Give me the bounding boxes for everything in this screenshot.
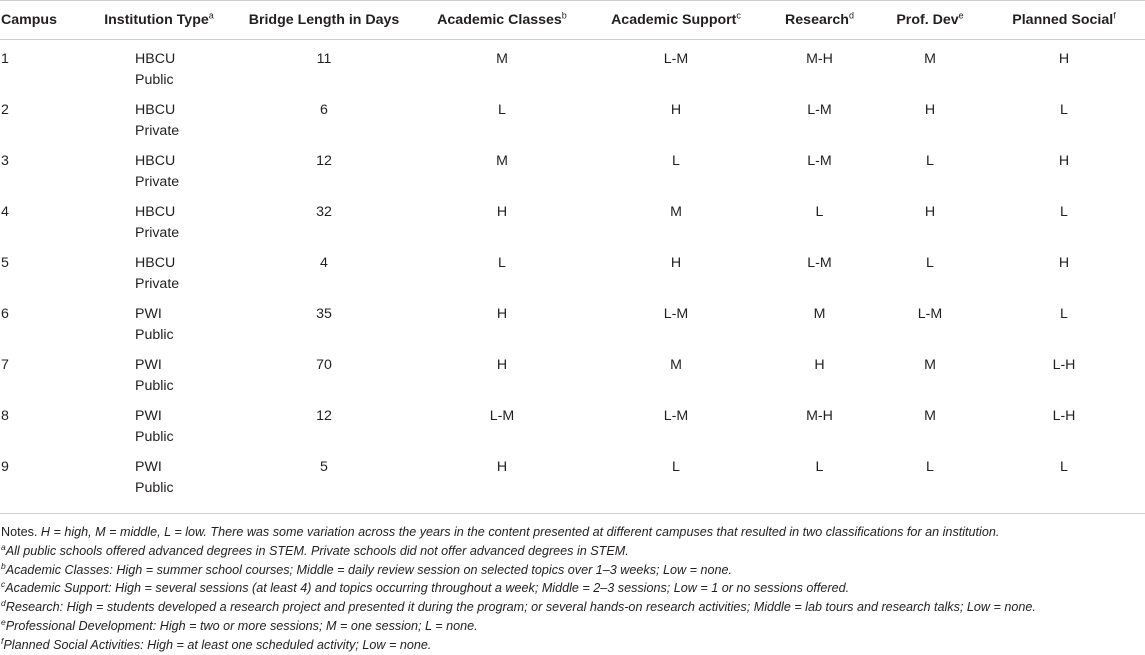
cell-planned-social: L-H (1052, 357, 1076, 373)
cell-prof-dev: L-M (917, 306, 943, 322)
cell-bridge-length: 6 (320, 102, 328, 118)
table-row (0, 244, 1145, 295)
header-academic-classes: Academic Classes$^b$ (413, 1, 591, 40)
table-row (0, 40, 1145, 92)
cell-academic-classes: M (496, 153, 508, 169)
header-bridge-length: Bridge Length in Days (235, 1, 413, 40)
footnote-d: $^d$Research: High = students developed a research project and presented it during the program; or several hands-on research activities; Middle = lab tours and research talks; Low = none. (1, 598, 1036, 615)
cell-research: H (814, 357, 825, 373)
footnote-mark: d (848, 10, 854, 21)
cell-academic-classes: H (496, 459, 508, 475)
cell-prof-dev: L (926, 255, 934, 271)
footnote-mark: e (958, 10, 964, 21)
table-body (0, 40, 1145, 500)
footnote-mark: f (1113, 10, 1116, 21)
cell-institution-type: HBCU Public (135, 51, 176, 88)
cell-academic-classes: H (496, 306, 508, 322)
cell-institution-type: HBCU Private (135, 153, 180, 190)
cell-planned-social: H (1058, 255, 1070, 271)
cell-prof-dev: M (924, 51, 936, 67)
cell-academic-support: M (670, 357, 682, 373)
header-campus: Campus (0, 1, 83, 40)
cell-campus: 4 (1, 204, 9, 220)
cell-campus: 5 (1, 255, 9, 271)
cell-campus: 2 (1, 102, 9, 118)
notes-main: Notes. H = high, M = middle, L = low. There was some variation across the years in the content presented at different campuses that resulted in two classifications for an institution. (1, 525, 1000, 539)
cell-academic-classes: L (498, 102, 506, 118)
cell-institution-type: PWI Public (135, 357, 174, 394)
cell-academic-support: M (670, 204, 682, 220)
table-notes (0, 514, 1145, 655)
cell-research: L (815, 204, 824, 220)
header-prof-dev: Prof. Dev$^e$ (878, 1, 982, 40)
cell-research: L-M (807, 102, 832, 118)
cell-research: M (813, 306, 826, 322)
header-planned-social: Planned Social$^f$ (982, 1, 1145, 40)
cell-academic-classes: H (496, 357, 508, 373)
cell-academic-support: H (670, 255, 682, 271)
cell-academic-support: L-M (663, 408, 689, 424)
cell-prof-dev: M (924, 357, 936, 373)
cell-research: L-M (807, 255, 832, 271)
cell-academic-classes: L-M (489, 408, 515, 424)
cell-campus: 7 (1, 357, 9, 373)
cell-planned-social: H (1058, 153, 1070, 169)
header-row (0, 1, 1145, 40)
cell-campus: 3 (1, 153, 9, 169)
cell-prof-dev: H (924, 204, 936, 220)
cell-institution-type: HBCU Private (135, 255, 180, 292)
cell-institution-type: PWI Public (135, 408, 174, 445)
cell-research: M-H (806, 51, 833, 67)
cell-bridge-length: 32 (316, 204, 332, 220)
cell-bridge-length: 12 (316, 153, 332, 169)
cell-academic-classes: L (498, 255, 506, 271)
cell-institution-type: PWI Public (135, 459, 174, 496)
cell-academic-classes: H (496, 204, 508, 220)
table-row (0, 142, 1145, 193)
footnote-e: $^e$Professional Development: High = two or more sessions; M = one session; L = none. (1, 616, 478, 633)
cell-academic-support: L (672, 459, 680, 475)
footnote-f: $^f$Planned Social Activities: High = at least one scheduled activity; Low = none. (1, 635, 432, 652)
cell-academic-support: H (670, 102, 682, 118)
footnote-b: $^b$Academic Classes: High = summer school courses; Middle = daily review session on selected topics over 1–3 weeks; Low = none. (1, 560, 732, 577)
cell-academic-support: L-M (663, 51, 689, 67)
cell-research: L-M (807, 153, 832, 169)
cell-academic-support: L-M (663, 306, 689, 322)
cell-prof-dev: H (924, 102, 936, 118)
cell-bridge-length: 4 (320, 255, 328, 271)
cell-planned-social: L (1060, 459, 1068, 475)
cell-institution-type: HBCU Private (135, 102, 180, 139)
cell-academic-classes: M (496, 51, 508, 67)
cell-research: M-H (806, 408, 833, 424)
header-academic-support: Academic Support$^c$ (591, 1, 761, 40)
cell-institution-type: PWI Public (135, 306, 174, 343)
cell-prof-dev: M (924, 408, 936, 424)
cell-planned-social: L (1060, 306, 1068, 322)
table-row (0, 397, 1145, 448)
table-row (0, 448, 1145, 499)
footnote-mark: c (736, 10, 741, 21)
cell-prof-dev: L (926, 153, 934, 169)
footnote-a: $^a$All public schools offered advanced degrees in STEM. Private schools did not offer advanced degrees in STEM. (1, 541, 629, 558)
table-row (0, 91, 1145, 142)
cell-academic-support: L (672, 153, 680, 169)
cell-bridge-length: 5 (320, 459, 328, 475)
cell-campus: 8 (1, 408, 9, 424)
table-row (0, 295, 1145, 346)
cell-planned-social: L (1060, 204, 1068, 220)
table-row (0, 346, 1145, 397)
cell-planned-social: L (1060, 102, 1068, 118)
cell-prof-dev: L (926, 459, 934, 475)
cell-bridge-length: 12 (316, 408, 332, 424)
cell-planned-social: H (1058, 51, 1070, 67)
cell-bridge-length: 70 (316, 357, 332, 373)
cell-campus: 6 (1, 306, 9, 322)
cell-planned-social: L-H (1052, 408, 1076, 424)
cell-bridge-length: 35 (316, 306, 332, 322)
cell-campus: 1 (1, 51, 9, 67)
cell-campus: 9 (1, 459, 9, 475)
footnote-c: $^c$Academic Support: High = several sessions (at least 4) and topics occurring throughout a week; Middle = 2–3 sessions; Low = 1 or no sessions offered. (1, 579, 850, 596)
cell-research: L (815, 459, 824, 475)
footnote-mark: a (208, 10, 214, 21)
header-research: Research$^d$ (761, 1, 878, 40)
table-row (0, 193, 1145, 244)
cell-institution-type: HBCU Private (135, 204, 180, 241)
header-institution-type: Institution Type$^a$ (83, 1, 235, 40)
cell-bridge-length: 11 (316, 51, 332, 67)
footnote-mark: b (561, 10, 567, 21)
